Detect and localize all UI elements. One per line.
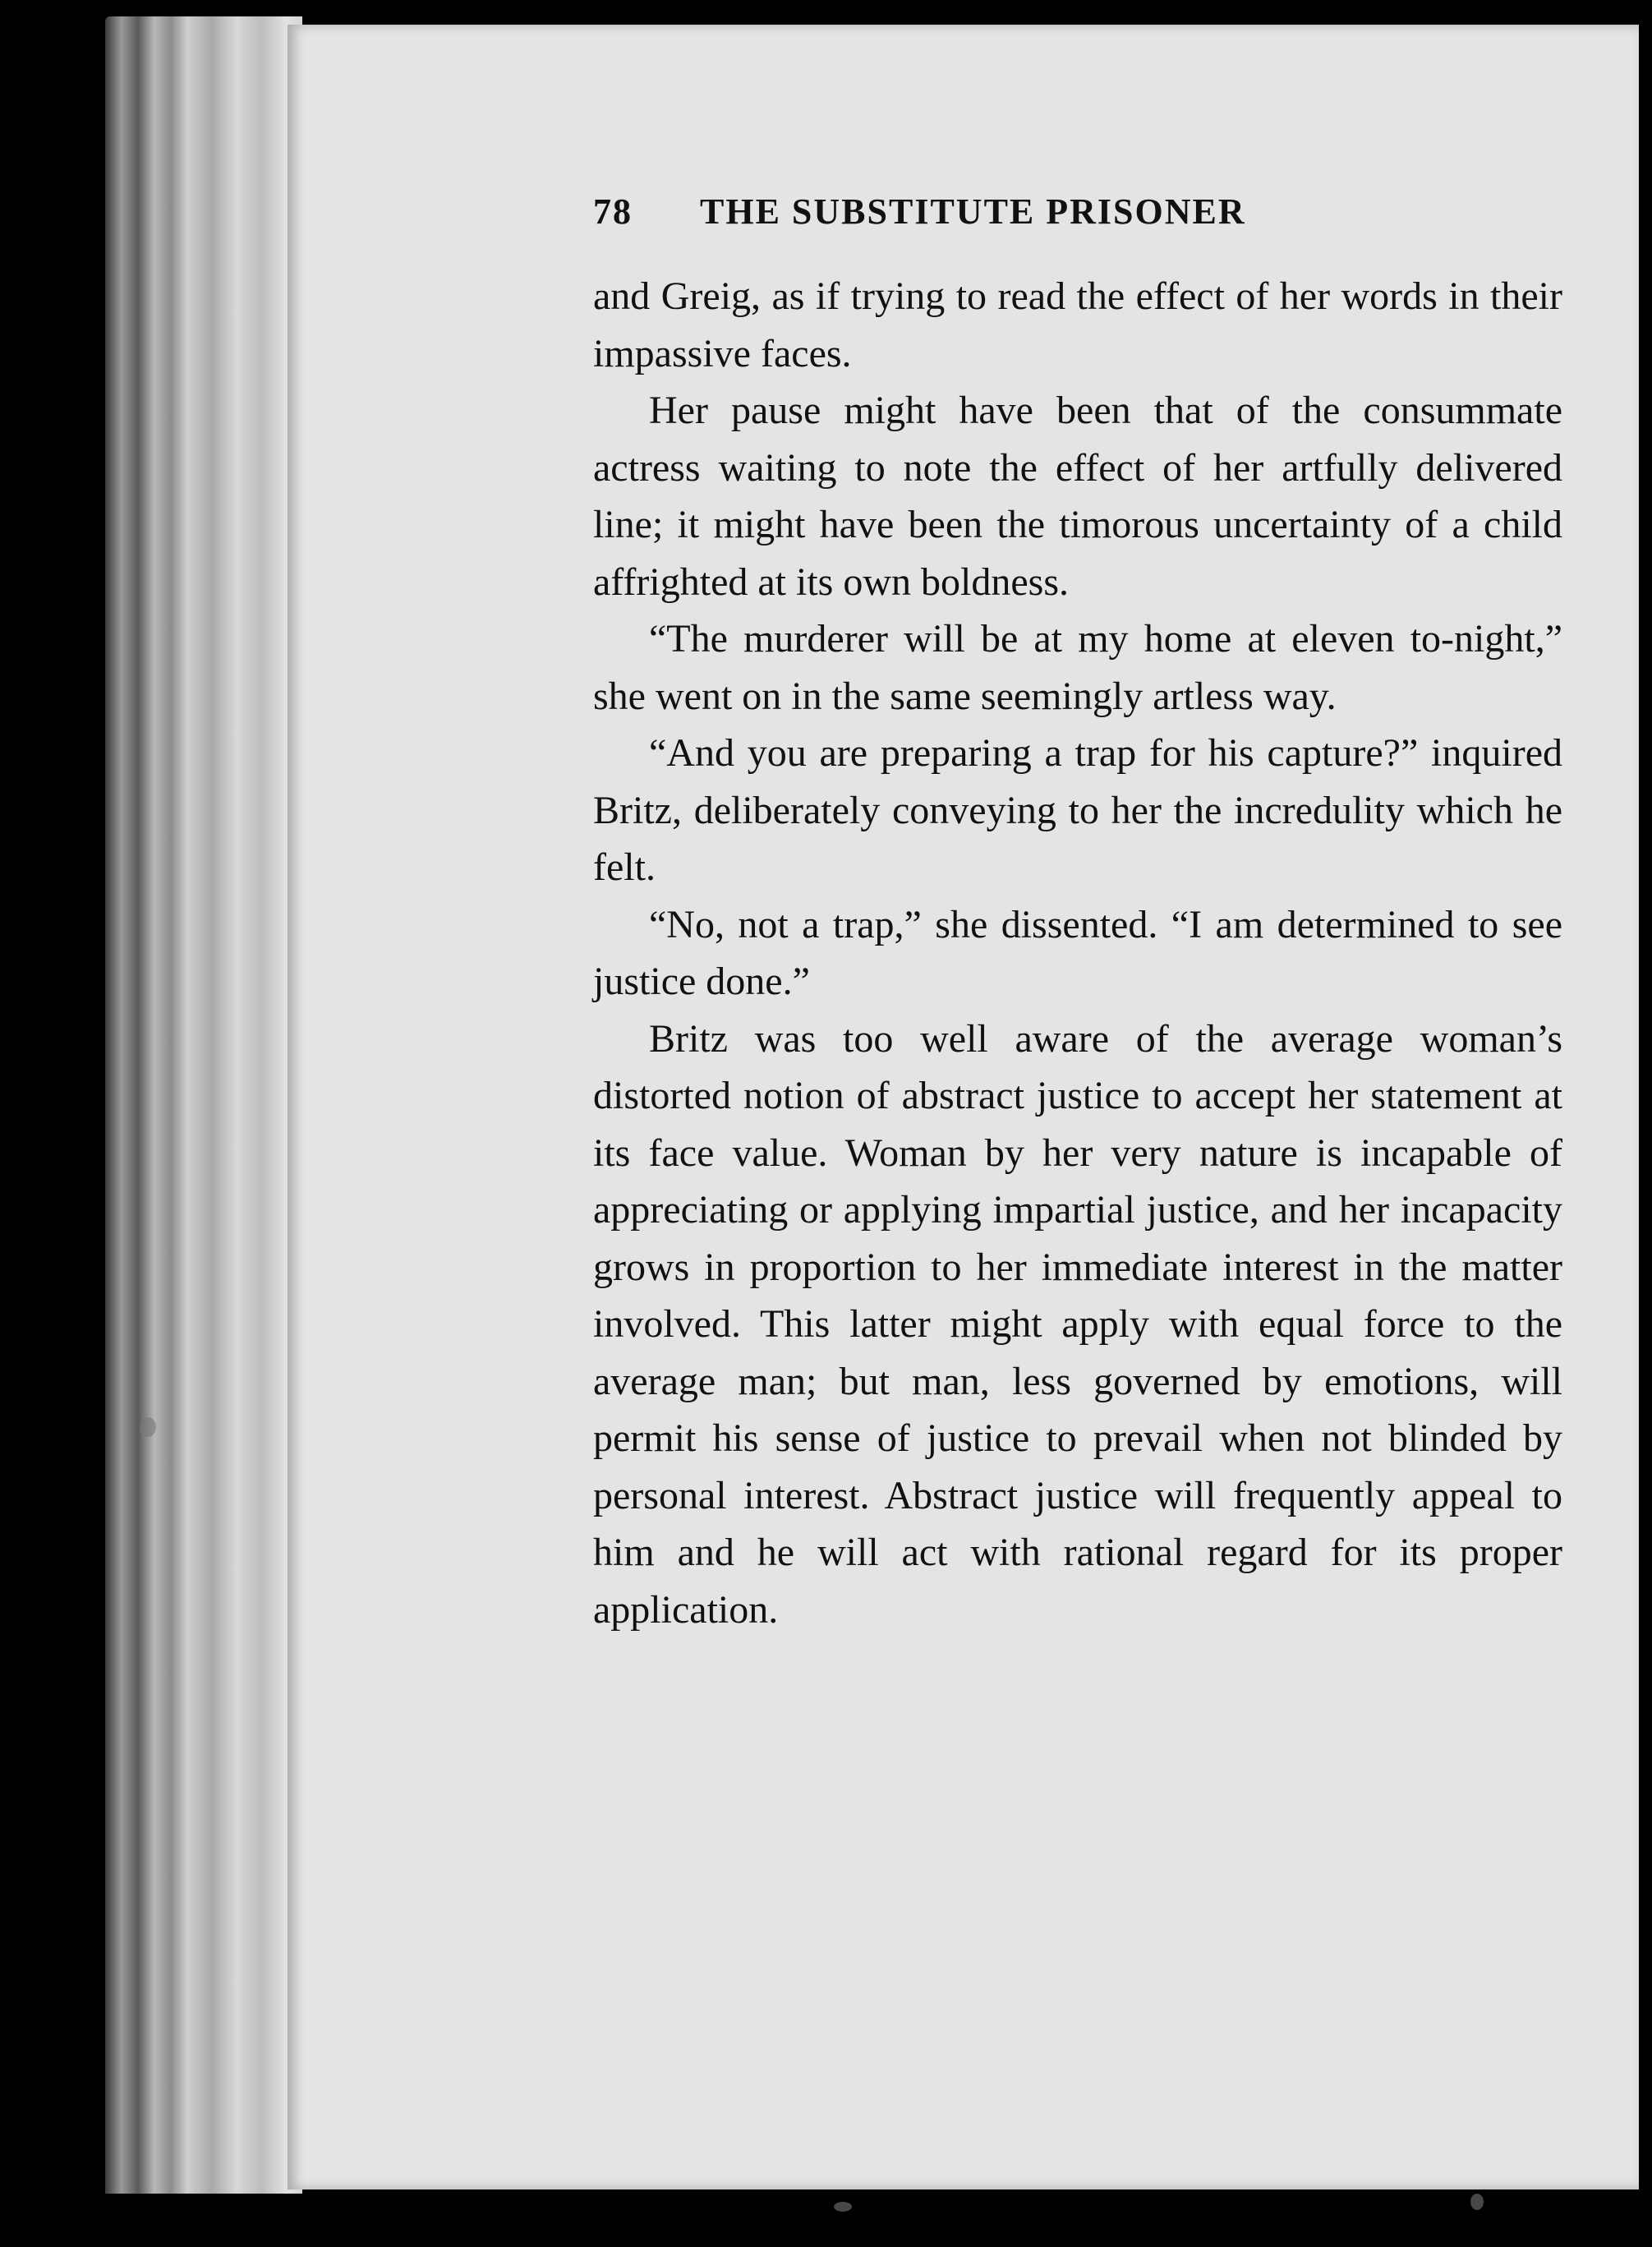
book-title-header: THE SUBSTITUTE PRISONER	[700, 191, 1246, 232]
running-head	[593, 191, 1562, 251]
scan-speck	[1470, 2194, 1484, 2210]
paragraph: “No, not a trap,” she dissented. “I am determined to see justice done.”	[593, 902, 1562, 1003]
paragraph: Britz was too well aware of the average woman’s distorted notion of abstract justice to accept her statement at its face value. Woman by her very nature is incapable of appreciating or applying impartial justice, and her incapacity grows in proportion to her immediate interest in the matter involved. This latter might apply with equal force to the average man; but man, less governed by emotions, will permit his sense of justice to prevail when not blinded by personal interest. Abstract justice will frequently appeal to him and he will act with rational regard for its proper application.	[593, 1016, 1562, 1632]
paragraph: “The murderer will be at my home at eleven to-night,” she went on in the same seemingly artless way.	[593, 617, 1562, 718]
paragraph: Her pause might have been that of the consummate actress waiting to note the effect of her artfully delivered line; it might have been the timorous uncertainty of a child affrighted at its own boldness.	[593, 389, 1562, 604]
book-page-edges	[105, 16, 302, 2194]
paragraph: “And you are preparing a trap for his capture?” inquired Britz, deliberately conveying to her the incredulity which he felt.	[593, 731, 1562, 889]
scan-speck	[140, 1417, 156, 1437]
scan-speck	[834, 2202, 852, 2212]
page-text-block	[593, 191, 1562, 1638]
page-number: 78	[593, 191, 633, 232]
paragraph-continued: and Greig, as if trying to read the effect of her words in their impassive faces.	[593, 274, 1562, 375]
